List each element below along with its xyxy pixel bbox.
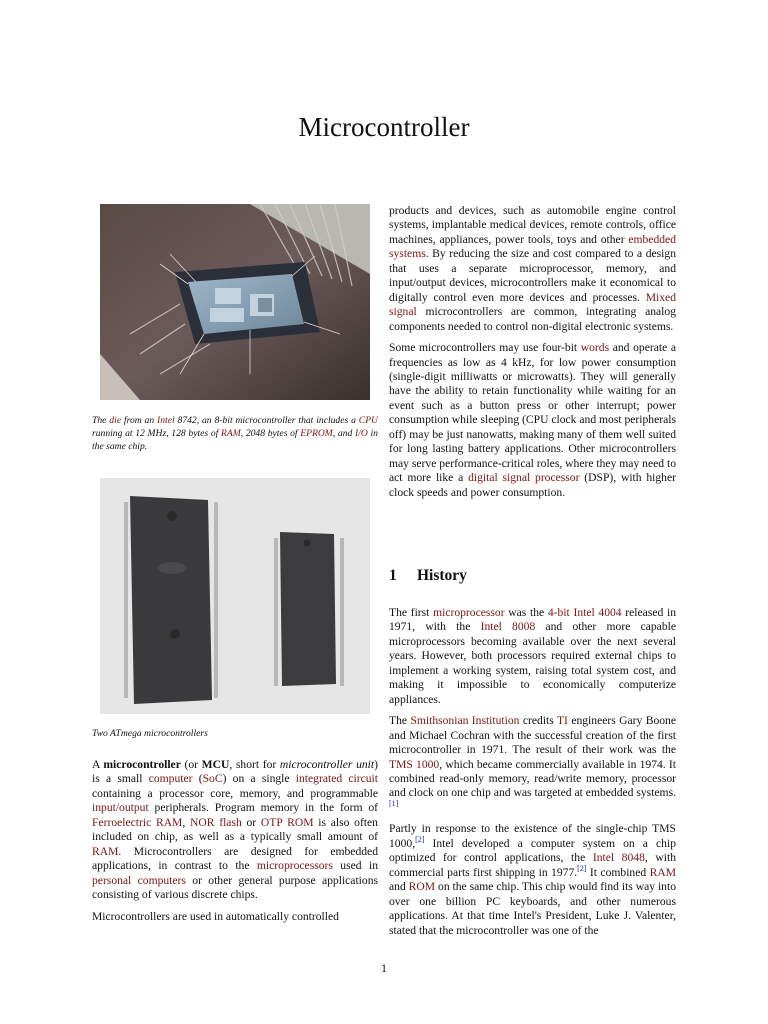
link-microprocessor[interactable]: microprocessor: [433, 606, 505, 619]
history-heading: 1 History: [389, 567, 467, 584]
link-soc[interactable]: SoC: [202, 772, 223, 786]
link-input-output[interactable]: input/output: [92, 801, 149, 815]
link-intel[interactable]: Intel: [157, 415, 175, 426]
link-embedded-systems[interactable]: embedded systems: [389, 232, 676, 261]
link-eprom[interactable]: EPROM: [300, 428, 333, 440]
die-photo-caption: The die from an Intel 8742, an 8-bit microcontroller that includes a CPU running at 12 MHz, 128 bytes of RAM, 2048 bytes of EPROM, and I/O in the same chip.: [92, 415, 378, 453]
link-integrated-circuit[interactable]: integrated circuit: [295, 772, 378, 786]
history-paragraph-2: The Smithsonian Institution credits TI engineers Gary Boone and Michael Cochran with the successful creation of the first microcontroller in 1971. The result of their work was the TMS 1000, which became commercially available in 1974. It combined read-only memory, read/write memory, processor and clock on one chip and was targeted at embedded systems.[1]: [389, 714, 676, 809]
link-computer[interactable]: computer: [148, 772, 193, 786]
link-cpu[interactable]: CPU: [358, 415, 378, 426]
link-mixed-signal[interactable]: Mixed signal: [389, 290, 676, 319]
history-paragraph-3: Partly in response to the existence of the single-chip TMS 1000,[2] Intel developed a computer system on a chip optimized for control applications, the Intel 8048, with commercial parts first shipping in 1977.[2] It combined RAM and ROM on the same chip. This chip would find its way into over one billion PC keyboards, and other numerous applications. At that time Intel's President, Luke J. Valenter, stated that the microcontroller was one of the: [389, 822, 677, 937]
die-photo: [100, 204, 370, 400]
link-ram-3[interactable]: RAM: [649, 865, 677, 879]
history-section: [389, 606, 676, 938]
citation-1[interactable]: [1]: [389, 799, 399, 809]
atmega-caption: Two ATmega microcontrollers: [92, 728, 208, 739]
link-tms-1000[interactable]: TMS 1000: [389, 757, 440, 771]
link-nor-flash[interactable]: NOR flash: [190, 815, 242, 829]
citation-2b[interactable]: [2]: [577, 863, 587, 873]
link-microprocessors[interactable]: microprocessors: [256, 859, 333, 873]
link-io[interactable]: I/O: [355, 428, 368, 440]
left-column: [92, 758, 378, 924]
link-words[interactable]: words: [580, 341, 610, 355]
page-number: 1: [381, 961, 387, 975]
link-die[interactable]: die: [109, 415, 122, 426]
link-intel-8008[interactable]: Intel 8008: [480, 620, 536, 634]
history-paragraph-1: The first microprocessor was the 4-bit Intel 4004 released in 1971, with the Intel 8008 and other more capable microprocessors becoming available over the next several years. However, both processors required external chips to implement a working system, raising total system cost, and making it impossible to economically computerize appliances.: [389, 606, 676, 706]
link-rom[interactable]: ROM: [408, 880, 436, 894]
link-ferroelectric-ram[interactable]: Ferroelectric RAM: [92, 815, 183, 829]
link-4-bit[interactable]: 4-bit: [547, 606, 570, 619]
link-personal-computers[interactable]: personal computers: [92, 873, 186, 887]
link-ram[interactable]: RAM: [221, 428, 241, 440]
citation-2[interactable]: [2]: [415, 834, 425, 844]
link-intel-8048[interactable]: Intel 8048: [592, 851, 645, 865]
right-column: [389, 204, 676, 507]
link-intel-4004[interactable]: Intel 4004: [573, 606, 622, 619]
page-title: Microcontroller: [298, 112, 470, 142]
atmega-photo: [100, 478, 370, 714]
link-ram-2[interactable]: RAM: [92, 844, 119, 858]
intro-paragraph-1: A microcontroller (or MCU, short for microcontroller unit) is a small computer (SoC) on a single integrated circuit containing a processor core, memory, and programmable input/output peripherals. Program memory in the form of Ferroelectric RAM, NOR flash or OTP ROM is also often included on chip, as well as a typically small amount of RAM. Microcontrollers are designed for embedded applications, in contrast to the microprocessors used in personal computers or other general purpose applications consisting of various discrete chips.: [92, 758, 378, 902]
link-smithsonian[interactable]: Smithsonian Institution: [410, 714, 520, 728]
link-dsp[interactable]: digital signal processor: [468, 471, 580, 485]
intro-paragraph-2-start: Microcontrollers are used in automatically controlled: [92, 909, 339, 923]
intro-paragraph-2-cont: products and devices, such as automobile engine control systems, implantable medical devices, remote controls, office machines, appliances, power tools, toys and other embedded systems. By reducing the size and cost compared to a design that uses a separate microprocessor, memory, and input/output devices, microcontrollers make it economical to digitally control even more devices and processes. Mixed signal microcontrollers are common, integrating analog components needed to control non-digital electronic systems.: [389, 204, 676, 333]
intro-paragraph-3: Some microcontrollers may use four-bit words and operate a frequencies as low as 4 kHz, for low power consumption (single-digit milliwatts or microwatts). They will generally have the ability to retain functionality while waiting for an event such as a button press or other interrupt; power consumption while sleeping (CPU clock and most peripherals off) may be just nanowatts, making many of them well suited for long lasting battery applications. Other microcontrollers may serve performance-critical roles, where they may need to act more like a digital signal processor (DSP), with higher clock speeds and power consumption.: [389, 341, 676, 499]
link-otp-rom[interactable]: OTP ROM: [260, 815, 314, 829]
link-ti[interactable]: TI: [556, 714, 568, 728]
